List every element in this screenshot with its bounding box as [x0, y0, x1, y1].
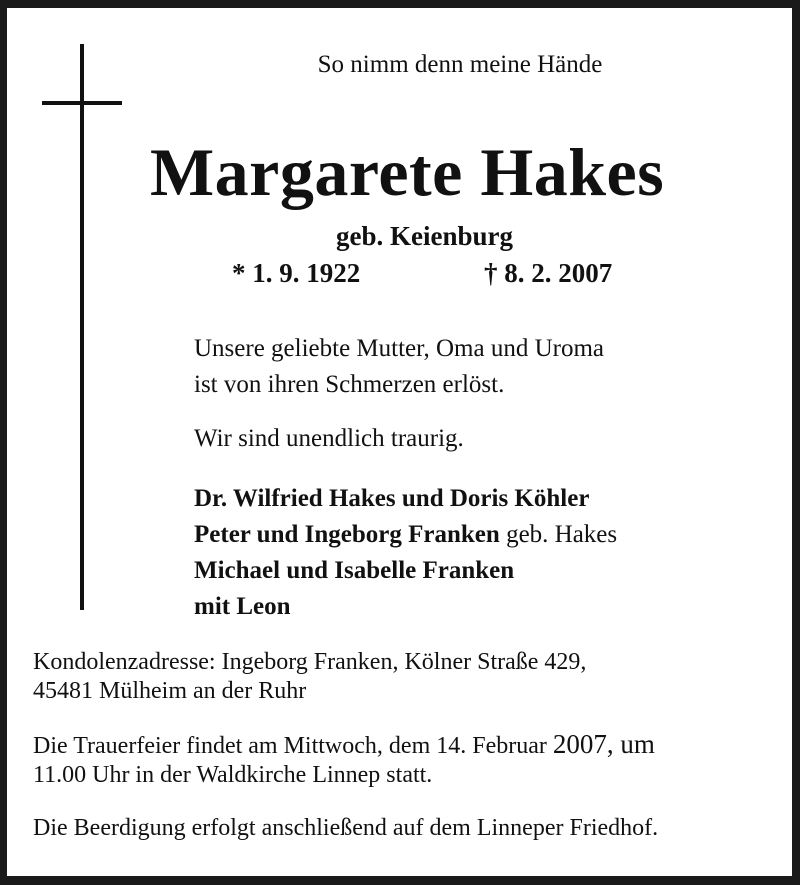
- message-line: Unsere geliebte Mutter, Oma und Uroma: [194, 335, 604, 362]
- cross-horizontal-bar: [42, 101, 122, 105]
- funeral-service-info: [33, 730, 655, 790]
- death-date: † 8. 2. 2007: [484, 258, 613, 288]
- message: [194, 331, 604, 403]
- burial-info: Die Beerdigung erfolgt anschließend auf dem Linneper Friedhof.: [33, 815, 659, 841]
- mourner-line: mit Leon: [194, 593, 291, 620]
- cross-vertical-bar: [80, 44, 84, 610]
- message-line: ist von ihren Schmerzen erlöst.: [194, 371, 505, 398]
- birth-date: * 1. 9. 1922: [232, 258, 361, 288]
- service-text: Die Trauerfeier findet am Mittwoch, dem 14. Februar: [33, 733, 553, 759]
- mourners: [194, 481, 617, 625]
- birth-name: geb. Keienburg: [336, 221, 514, 251]
- motto: So nimm denn meine Hände: [317, 51, 603, 78]
- condolence-line: Kondolenzadresse: Ingeborg Franken, Kölner Straße 429,: [33, 649, 587, 675]
- mourner-line: Michael und Isabelle Franken: [194, 557, 515, 584]
- deceased-name: Margarete Hakes: [150, 134, 665, 210]
- service-text: 11.00 Uhr in der Waldkirche Linnep statt.: [33, 762, 433, 788]
- service-year: 2007, um: [552, 729, 655, 759]
- mourner-line: Peter und Ingeborg Franken: [194, 521, 500, 548]
- mourner-line-suffix: geb. Hakes: [499, 521, 618, 548]
- condolence-address: [33, 648, 586, 706]
- condolence-line: 45481 Mülheim an der Ruhr: [33, 678, 307, 704]
- mourner-line: Dr. Wilfried Hakes und Doris Köhler: [194, 485, 590, 512]
- sorrow-line: Wir sind unendlich traurig.: [194, 425, 464, 452]
